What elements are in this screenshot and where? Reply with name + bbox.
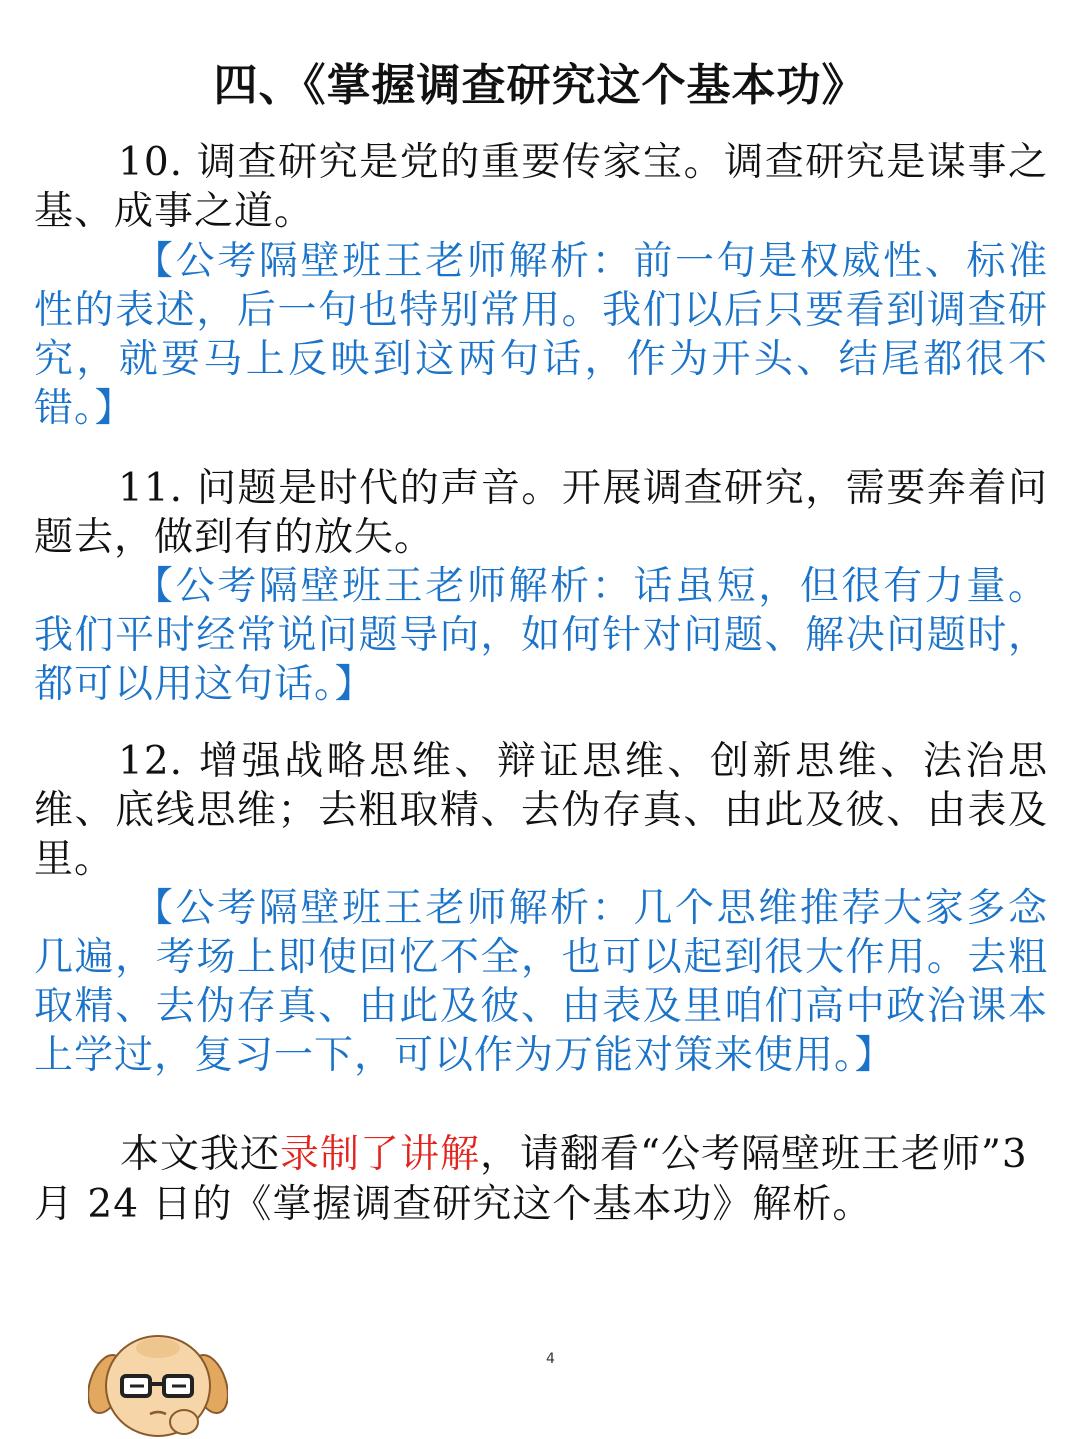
item-10-text: 10. 调查研究是党的重要传家宝。调查研究是谋事之基、成事之道。 — [34, 140, 1048, 234]
item-12-text: 12. 增强战略思维、辩证思维、创新思维、法治思维、底线思维；去粗取精、去伪存真、由此及彼、由表及里。 — [34, 739, 1048, 882]
dog-with-glasses-icon — [88, 1326, 228, 1439]
page-title: 四、《掌握调查研究这个基本功》 — [213, 60, 867, 111]
item-12-analysis: 【公考隔壁班王老师解析：几个思维推荐大家多念几遍，考场上即使回忆不全，也可以起到很大作用。去粗取精、去伪存真、由此及彼、由表及里咱们高中政治课本上学过，复习一下，可以作为万能对策来使用。】 — [34, 886, 1048, 1078]
closing-prefix: 本文我还 — [120, 1132, 281, 1177]
page-number: 4 — [546, 1351, 555, 1367]
item-10-analysis: 【公考隔壁班王老师解析：前一句是权威性、标准性的表述，后一句也特别常用。我们以后只要看到调查研究，就要马上反映到这两句话，作为开头、结尾都很不错。】 — [34, 239, 1048, 431]
closing-highlight: 录制了讲解 — [280, 1132, 481, 1177]
item-11-text: 11. 问题是时代的声音。开展调查研究，需要奔着问题去，做到有的放矢。 — [34, 466, 1048, 560]
closing-paragraph — [34, 1130, 1074, 1230]
closing-suffix: ，请翻看“公考隔壁班王老师”3 月 24 日的《掌握调查研究这个基本功》解析。 — [34, 1132, 1028, 1227]
item-11-analysis: 【公考隔壁班王老师解析：话虽短，但很有力量。我们平时经常说问题导向，如何针对问题、解决问题时，都可以用这句话。】 — [34, 564, 1048, 707]
